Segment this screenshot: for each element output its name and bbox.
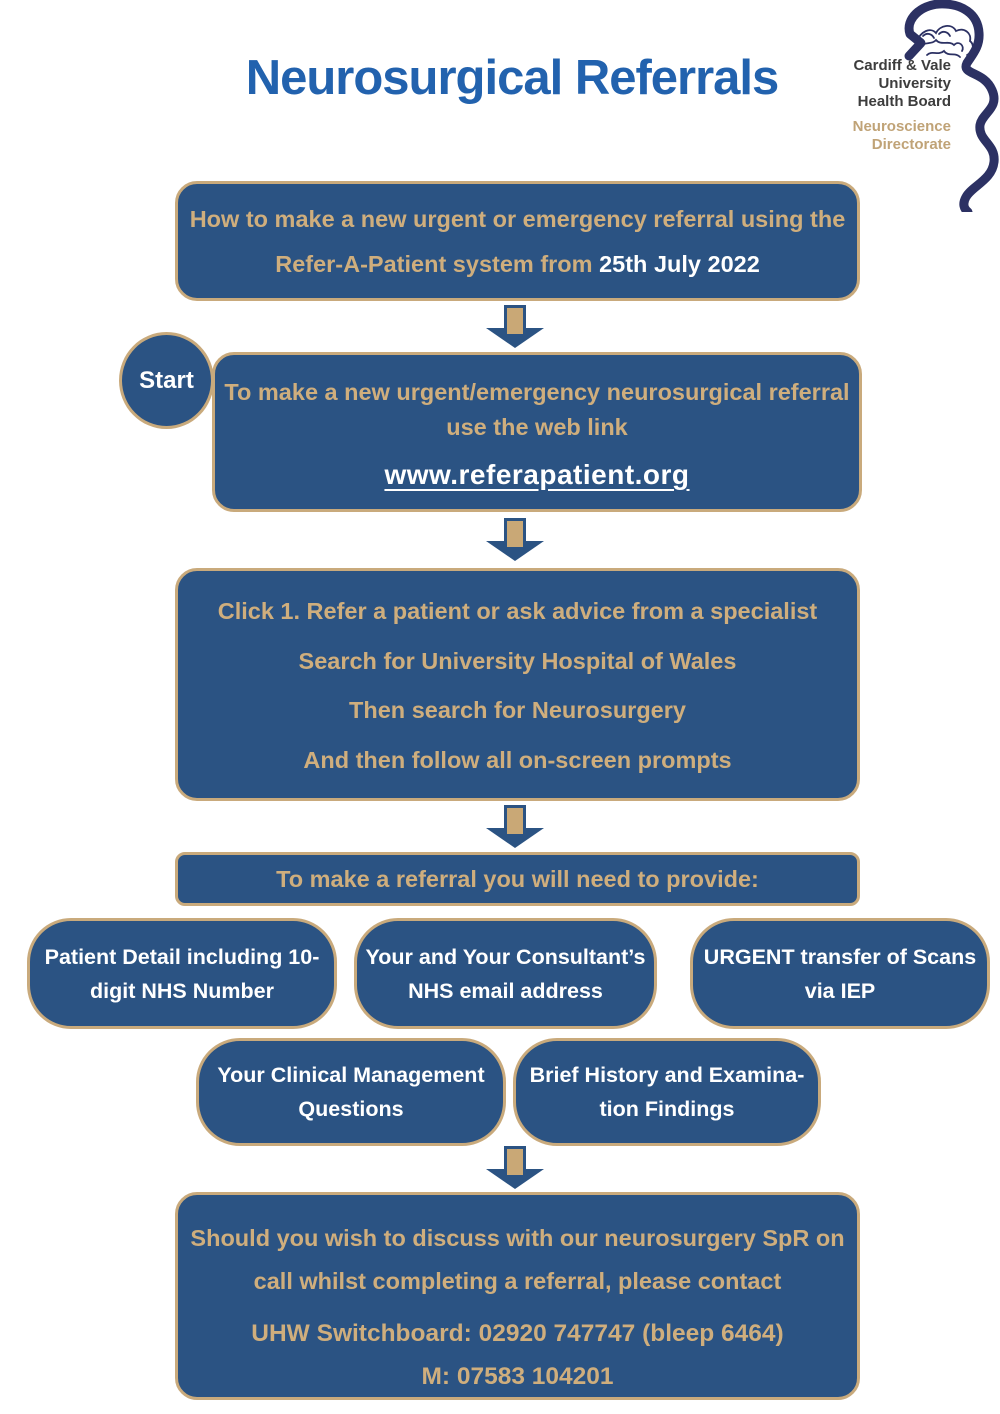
weblink-box	[212, 352, 862, 512]
logo-org-line: Health Board	[857, 93, 951, 110]
intro-box	[175, 181, 860, 301]
contact-line-2: call whilst completing a referral, please contact	[253, 1268, 782, 1294]
down-arrow-icon	[482, 805, 548, 849]
start-badge	[119, 332, 214, 429]
contact-mobile: M: 07583 104201	[421, 1363, 614, 1390]
contact-line-1: Should you wish to discuss with our neurosurgery SpR on	[190, 1225, 845, 1251]
pill-line: NHS email address	[408, 978, 603, 1003]
down-arrow-icon	[482, 305, 548, 349]
contact-box	[175, 1192, 860, 1400]
intro-line-1: How to make a new urgent or emergency referral using the	[189, 206, 846, 232]
logo-dept	[835, 118, 951, 154]
step-line-2: Search for University Hospital of Wales	[298, 647, 737, 674]
start-label: Start	[139, 366, 194, 394]
contact-switchboard: UHW Switchboard: 02920 747747 (bleep 6464)	[251, 1320, 784, 1347]
step-line-1: Click 1. Refer a patient or ask advice from a specialist	[217, 598, 818, 624]
pill-history-findings	[513, 1038, 821, 1146]
pill-patient-detail	[27, 918, 337, 1029]
steps-box	[175, 568, 860, 801]
pill-line: tion Findings	[599, 1097, 735, 1121]
pill-clinical-questions	[196, 1038, 506, 1146]
pill-line: Questions	[298, 1097, 404, 1121]
logo-dept-line: Neuroscience	[852, 118, 951, 135]
page-title: Neurosurgical Referrals	[245, 51, 779, 105]
logo-org-line: Cardiff & Vale	[853, 57, 951, 74]
pill-line: Your and Your Consultant’s	[365, 944, 646, 969]
pill-nhs-email	[354, 918, 657, 1029]
pill-line: Brief History and Examina-	[529, 1063, 805, 1087]
weblink-line-2: use the web link	[446, 414, 628, 440]
referapatient-link[interactable]: www.referapatient.org	[384, 459, 690, 490]
provide-heading: To make a referral you will need to provide:	[276, 866, 759, 892]
logo-dept-line: Directorate	[871, 136, 951, 153]
down-arrow-icon	[482, 1146, 548, 1190]
logo-text	[835, 57, 951, 154]
down-arrow-icon	[482, 518, 548, 562]
step-line-3: Then search for Neurosurgery	[349, 697, 686, 723]
pill-line: via IEP	[804, 978, 876, 1003]
provide-heading-box	[175, 852, 860, 906]
cardiff-vale-logo	[835, 0, 1000, 212]
intro-line-2	[178, 242, 857, 287]
pill-urgent-scans	[690, 918, 990, 1029]
step-line-4: And then follow all on-screen prompts	[303, 746, 732, 773]
weblink-line-1: To make a new urgent/emergency neurosurgical referral	[224, 379, 850, 405]
intro-date-highlight: 25th July 2022	[599, 251, 760, 277]
pill-line: URGENT transfer of Scans	[703, 944, 977, 969]
pill-line: Your Clinical Management	[217, 1063, 485, 1087]
intro-line-2-text: Refer-A-Patient system from	[275, 251, 593, 277]
logo-org-line: University	[878, 75, 951, 92]
pill-line: digit NHS Number	[90, 978, 274, 1003]
pill-line: Patient Detail including 10-	[44, 944, 320, 969]
